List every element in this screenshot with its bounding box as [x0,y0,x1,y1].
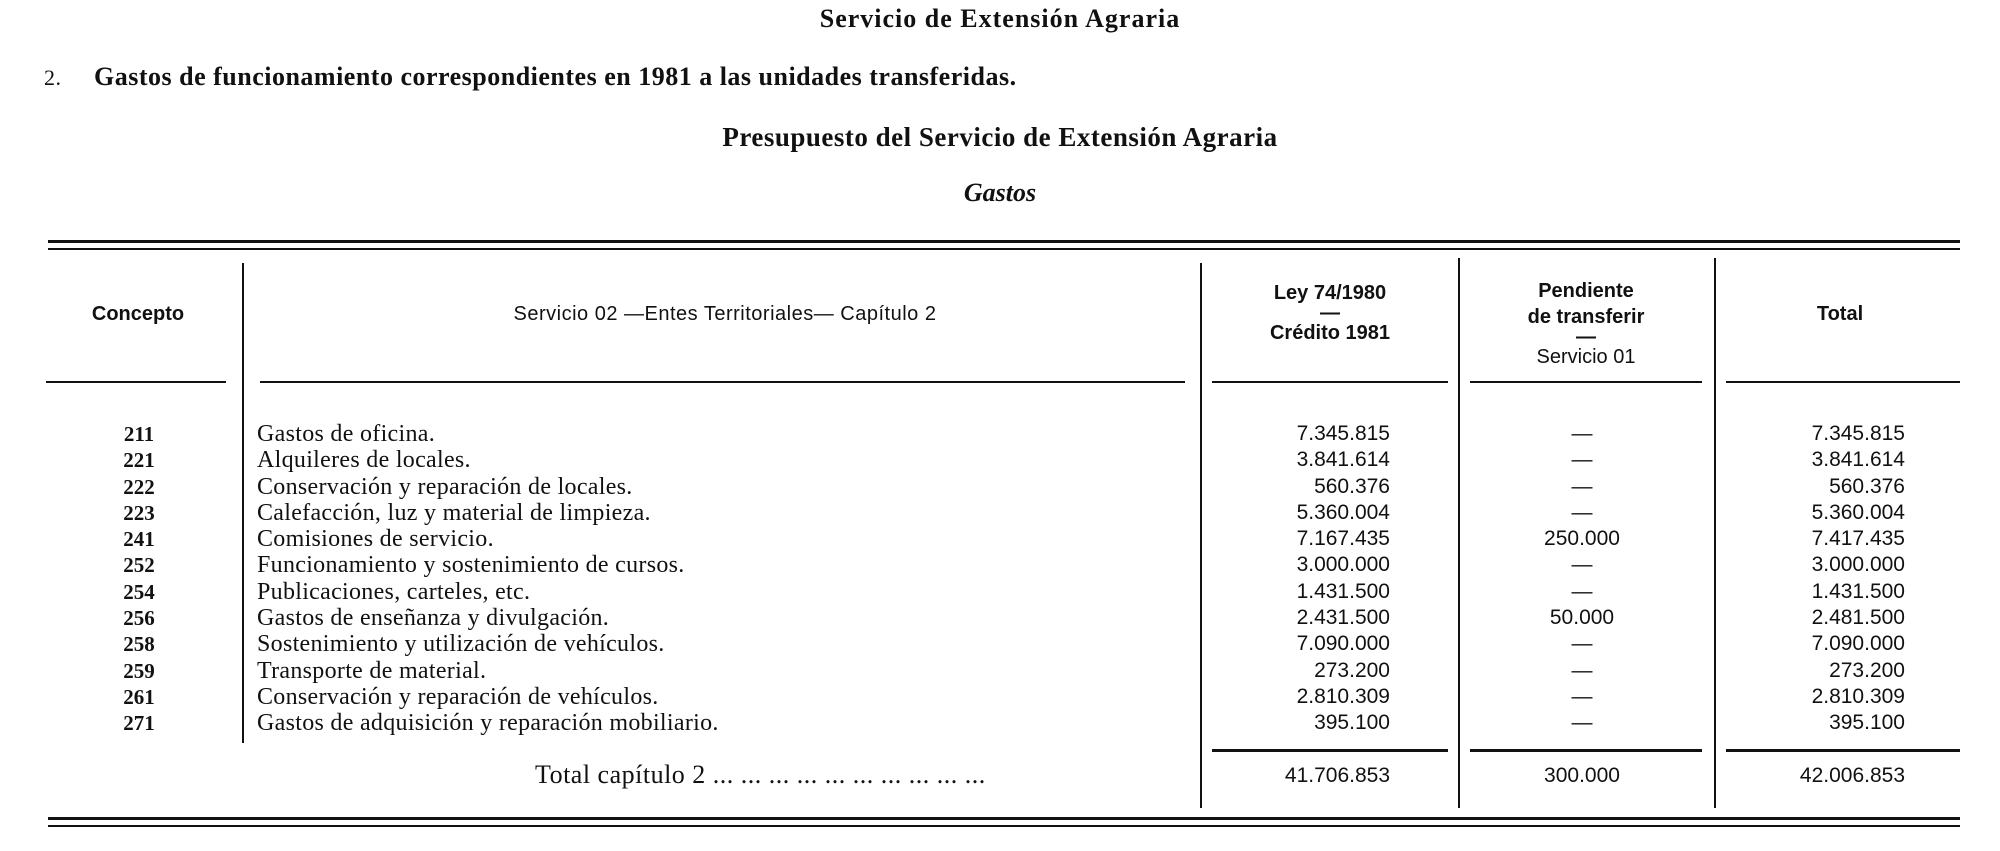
row-ley: 7.090.000 [1296,632,1390,656]
row-ley: 5.360.004 [1296,500,1390,524]
total-label: Total capítulo 2 ... ... ... ... ... ... ... ... ... ... [535,760,986,789]
section-text: Gastos de funcionamiento correspondientes en 1981 a las unidades transferidas. [94,62,1017,91]
row-description: Alquileres de locales. [257,447,471,474]
total-rule [1470,749,1702,752]
row-description: Gastos de enseñanza y divulgación. [257,605,610,632]
row-code: 258 [123,632,155,657]
table-row [0,447,2000,473]
row-total: 7.345.815 [1811,422,1905,445]
table-top-rule-inner [48,248,1960,250]
row-total: 395.100 [1829,711,1905,735]
row-description: Publicaciones, carteles, etc. [257,578,531,605]
table-row [0,421,2000,447]
pend-line-1: Pendiente [1538,280,1634,302]
table-row [0,474,2000,500]
column-header-total: Total [1816,303,1864,325]
table-row [0,658,2000,684]
row-ley: 7.167.435 [1296,527,1390,551]
header-underline [46,381,226,383]
row-pendiente: — [1571,474,1593,498]
ley-line-2: Crédito 1981 [1269,322,1391,344]
row-description: Sostenimiento y utilización de vehículos. [257,631,665,658]
row-description: Funcionamiento y sostenimiento de cursos. [257,552,685,579]
row-total: 560.376 [1829,474,1905,498]
row-code: 223 [123,500,155,525]
row-ley: 1.431.500 [1296,579,1390,603]
row-total: 2.810.309 [1811,684,1905,708]
row-ley: 273.200 [1314,658,1390,682]
row-total: 273.200 [1829,658,1905,682]
row-code: 222 [123,474,155,499]
total-pendiente: 300.000 [1544,764,1620,787]
total-rule [1212,749,1448,752]
row-pendiente: — [1571,658,1593,682]
row-pendiente: — [1571,553,1593,577]
row-pendiente: — [1571,711,1593,735]
column-header-concepto: Concepto [91,303,185,325]
table-bottom-rule-inner [48,825,1960,827]
row-total: 7.090.000 [1811,632,1905,656]
row-description: Conservación y reparación de locales. [257,473,633,500]
row-code: 254 [123,579,155,604]
ley-line-1: Ley 74/1980 [1273,282,1387,304]
row-total: 3.000.000 [1811,553,1905,577]
header-underline [1212,381,1448,383]
header-underline [1470,381,1702,383]
table-row [0,684,2000,710]
row-code: 271 [123,711,155,736]
budget-title: Presupuesto del Servicio de Extensión Agraria [722,122,1278,152]
row-pendiente: — [1571,448,1593,472]
pend-line-2: de transferir [1527,306,1645,328]
row-description: Conservación y reparación de vehículos. [257,683,659,710]
row-description: Calefacción, luz y material de limpieza. [257,499,651,526]
header-underline [1726,381,1960,383]
section-heading [44,62,1017,92]
row-description: Comisiones de servicio. [257,526,494,553]
page-header-title: Servicio de Extensión Agraria [819,4,1181,33]
row-code: 256 [123,606,155,631]
row-code: 261 [123,684,155,709]
column-header-servicio: Servicio 02 —Entes Territoriales— Capítulo 2 [513,303,937,325]
row-ley: 3.000.000 [1296,553,1390,577]
ley-dash: — [1320,302,1340,324]
row-total: 3.841.614 [1811,448,1905,472]
row-pendiente: — [1571,422,1593,445]
row-description: Gastos de oficina. [257,421,436,447]
table-row [0,526,2000,552]
row-total: 5.360.004 [1811,500,1905,524]
total-rule [1726,749,1960,752]
table-row [0,500,2000,526]
row-description: Transporte de material. [257,657,487,684]
table-row [0,631,2000,657]
row-pendiente: 250.000 [1544,527,1620,551]
row-total: 1.431.500 [1811,579,1905,603]
section-number: 2. [44,65,62,90]
row-pendiente: — [1571,684,1593,708]
pend-line-3: Servicio 01 [1536,346,1636,368]
column-header-pendiente [1466,278,1706,370]
row-total: 2.481.500 [1811,606,1905,630]
row-total: 7.417.435 [1811,527,1905,551]
table-row [0,605,2000,631]
row-ley: 7.345.815 [1296,422,1390,445]
row-ley: 3.841.614 [1296,448,1390,472]
table-row [0,579,2000,605]
row-description: Gastos de adquisición y reparación mobiliario. [257,710,719,737]
total-total: 42.006.853 [1799,764,1905,787]
row-pendiente: — [1571,632,1593,656]
table-row [0,552,2000,578]
column-header-ley [1210,280,1450,346]
table-row [0,710,2000,736]
pend-dash: — [1576,326,1596,348]
row-code: 221 [123,448,155,473]
table-body [0,421,2000,737]
row-ley: 560.376 [1314,474,1390,498]
table-bottom-rule [48,817,1960,820]
row-ley: 2.431.500 [1296,606,1390,630]
row-code: 252 [123,553,155,578]
row-code: 241 [123,527,155,552]
header-underline [260,381,1185,383]
row-pendiente: — [1571,500,1593,524]
budget-subtitle: Gastos [963,178,1037,207]
total-ley: 41.706.853 [1284,764,1390,787]
table-top-rule [48,240,1960,243]
row-pendiente: — [1571,579,1593,603]
row-ley: 395.100 [1314,711,1390,735]
row-code: 211 [123,422,155,446]
row-ley: 2.810.309 [1296,684,1390,708]
row-pendiente: 50.000 [1549,606,1615,630]
row-code: 259 [123,658,155,683]
